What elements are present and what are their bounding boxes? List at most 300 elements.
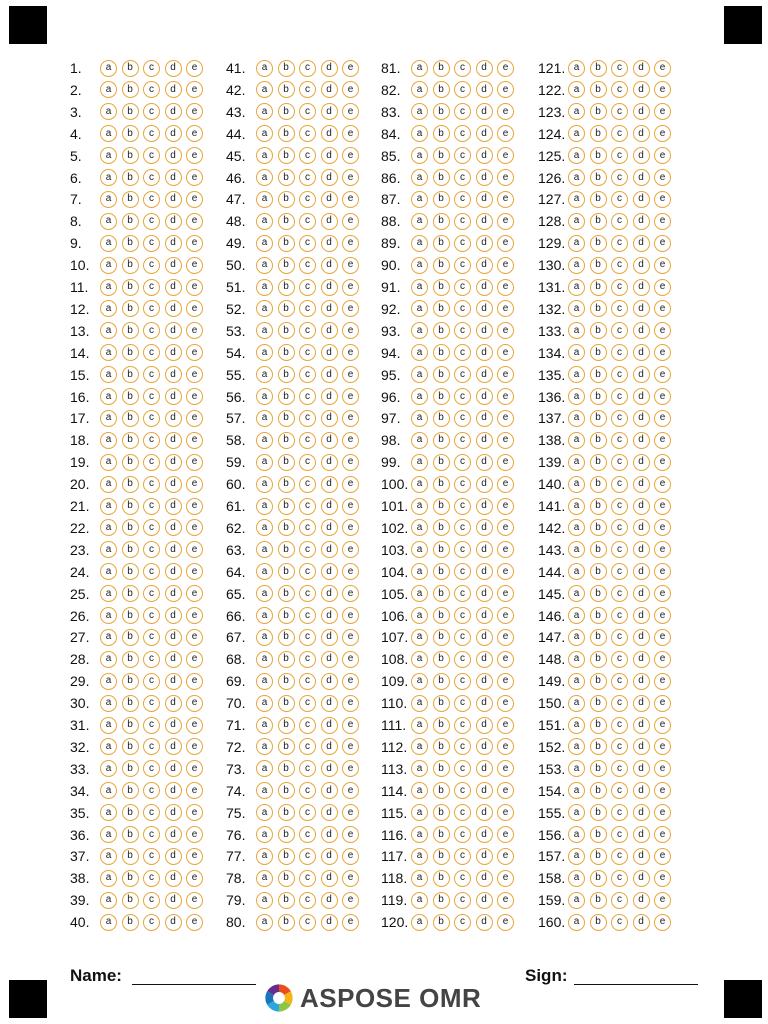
answer-bubble-e[interactable]: e	[497, 322, 514, 339]
answer-bubble-b[interactable]: b	[278, 476, 295, 493]
answer-bubble-e[interactable]: e	[186, 519, 203, 536]
answer-bubble-b[interactable]: b	[590, 125, 607, 142]
answer-bubble-d[interactable]: d	[165, 388, 182, 405]
answer-bubble-d[interactable]: d	[633, 169, 650, 186]
answer-bubble-e[interactable]: e	[342, 760, 359, 777]
answer-bubble-e[interactable]: e	[186, 432, 203, 449]
answer-bubble-c[interactable]: c	[143, 235, 160, 252]
answer-bubble-a[interactable]: a	[568, 410, 585, 427]
answer-bubble-b[interactable]: b	[433, 169, 450, 186]
answer-bubble-a[interactable]: a	[256, 125, 273, 142]
answer-bubble-c[interactable]: c	[454, 914, 471, 931]
answer-bubble-c[interactable]: c	[454, 60, 471, 77]
answer-bubble-a[interactable]: a	[100, 235, 117, 252]
answer-bubble-e[interactable]: e	[654, 563, 671, 580]
answer-bubble-b[interactable]: b	[590, 498, 607, 515]
answer-bubble-c[interactable]: c	[611, 870, 628, 887]
answer-bubble-e[interactable]: e	[186, 125, 203, 142]
answer-bubble-d[interactable]: d	[165, 235, 182, 252]
answer-bubble-b[interactable]: b	[433, 366, 450, 383]
answer-bubble-e[interactable]: e	[497, 607, 514, 624]
answer-bubble-d[interactable]: d	[321, 60, 338, 77]
answer-bubble-b[interactable]: b	[433, 191, 450, 208]
answer-bubble-c[interactable]: c	[299, 585, 316, 602]
answer-bubble-a[interactable]: a	[411, 125, 428, 142]
answer-bubble-b[interactable]: b	[433, 388, 450, 405]
answer-bubble-e[interactable]: e	[342, 213, 359, 230]
answer-bubble-b[interactable]: b	[122, 454, 139, 471]
answer-bubble-b[interactable]: b	[278, 366, 295, 383]
answer-bubble-a[interactable]: a	[411, 541, 428, 558]
answer-bubble-c[interactable]: c	[611, 892, 628, 909]
answer-bubble-e[interactable]: e	[497, 585, 514, 602]
answer-bubble-b[interactable]: b	[590, 541, 607, 558]
answer-bubble-a[interactable]: a	[256, 169, 273, 186]
answer-bubble-a[interactable]: a	[411, 410, 428, 427]
answer-bubble-c[interactable]: c	[454, 235, 471, 252]
answer-bubble-c[interactable]: c	[299, 607, 316, 624]
answer-bubble-d[interactable]: d	[633, 717, 650, 734]
answer-bubble-a[interactable]: a	[411, 60, 428, 77]
answer-bubble-c[interactable]: c	[143, 366, 160, 383]
answer-bubble-e[interactable]: e	[654, 169, 671, 186]
answer-bubble-b[interactable]: b	[122, 432, 139, 449]
answer-bubble-b[interactable]: b	[122, 519, 139, 536]
answer-bubble-c[interactable]: c	[143, 257, 160, 274]
answer-bubble-c[interactable]: c	[454, 344, 471, 361]
answer-bubble-a[interactable]: a	[411, 169, 428, 186]
answer-bubble-c[interactable]: c	[299, 695, 316, 712]
answer-bubble-e[interactable]: e	[497, 257, 514, 274]
answer-bubble-d[interactable]: d	[633, 607, 650, 624]
answer-bubble-b[interactable]: b	[433, 563, 450, 580]
answer-bubble-e[interactable]: e	[342, 585, 359, 602]
answer-bubble-a[interactable]: a	[256, 519, 273, 536]
answer-bubble-d[interactable]: d	[321, 541, 338, 558]
answer-bubble-c[interactable]: c	[299, 629, 316, 646]
answer-bubble-b[interactable]: b	[278, 454, 295, 471]
answer-bubble-a[interactable]: a	[411, 366, 428, 383]
answer-bubble-b[interactable]: b	[278, 257, 295, 274]
answer-bubble-d[interactable]: d	[321, 717, 338, 734]
answer-bubble-b[interactable]: b	[278, 651, 295, 668]
answer-bubble-a[interactable]: a	[256, 388, 273, 405]
answer-bubble-b[interactable]: b	[278, 585, 295, 602]
answer-bubble-a[interactable]: a	[100, 169, 117, 186]
answer-bubble-d[interactable]: d	[321, 585, 338, 602]
answer-bubble-e[interactable]: e	[186, 607, 203, 624]
answer-bubble-d[interactable]: d	[633, 344, 650, 361]
answer-bubble-b[interactable]: b	[433, 914, 450, 931]
answer-bubble-b[interactable]: b	[590, 717, 607, 734]
answer-bubble-d[interactable]: d	[321, 760, 338, 777]
answer-bubble-e[interactable]: e	[497, 651, 514, 668]
answer-bubble-a[interactable]: a	[411, 454, 428, 471]
answer-bubble-e[interactable]: e	[497, 388, 514, 405]
answer-bubble-a[interactable]: a	[100, 738, 117, 755]
answer-bubble-b[interactable]: b	[122, 388, 139, 405]
answer-bubble-b[interactable]: b	[278, 125, 295, 142]
answer-bubble-a[interactable]: a	[568, 519, 585, 536]
answer-bubble-b[interactable]: b	[433, 454, 450, 471]
answer-bubble-c[interactable]: c	[611, 782, 628, 799]
answer-bubble-b[interactable]: b	[122, 81, 139, 98]
answer-bubble-a[interactable]: a	[100, 344, 117, 361]
answer-bubble-a[interactable]: a	[256, 498, 273, 515]
answer-bubble-a[interactable]: a	[411, 695, 428, 712]
answer-bubble-e[interactable]: e	[342, 541, 359, 558]
answer-bubble-a[interactable]: a	[256, 914, 273, 931]
answer-bubble-c[interactable]: c	[454, 432, 471, 449]
answer-bubble-e[interactable]: e	[497, 848, 514, 865]
answer-bubble-e[interactable]: e	[342, 519, 359, 536]
answer-bubble-e[interactable]: e	[654, 738, 671, 755]
answer-bubble-b[interactable]: b	[590, 804, 607, 821]
answer-bubble-c[interactable]: c	[454, 717, 471, 734]
answer-bubble-a[interactable]: a	[568, 585, 585, 602]
answer-bubble-c[interactable]: c	[299, 279, 316, 296]
answer-bubble-d[interactable]: d	[321, 870, 338, 887]
answer-bubble-e[interactable]: e	[342, 191, 359, 208]
answer-bubble-c[interactable]: c	[611, 563, 628, 580]
answer-bubble-e[interactable]: e	[186, 388, 203, 405]
sign-field-line[interactable]	[574, 984, 698, 985]
answer-bubble-e[interactable]: e	[497, 279, 514, 296]
answer-bubble-b[interactable]: b	[122, 914, 139, 931]
answer-bubble-c[interactable]: c	[143, 717, 160, 734]
answer-bubble-b[interactable]: b	[278, 738, 295, 755]
answer-bubble-e[interactable]: e	[186, 322, 203, 339]
answer-bubble-d[interactable]: d	[633, 914, 650, 931]
answer-bubble-d[interactable]: d	[321, 257, 338, 274]
answer-bubble-d[interactable]: d	[165, 914, 182, 931]
answer-bubble-d[interactable]: d	[321, 147, 338, 164]
answer-bubble-a[interactable]: a	[568, 782, 585, 799]
answer-bubble-d[interactable]: d	[476, 432, 493, 449]
answer-bubble-b[interactable]: b	[433, 147, 450, 164]
answer-bubble-e[interactable]: e	[186, 191, 203, 208]
answer-bubble-e[interactable]: e	[654, 476, 671, 493]
answer-bubble-b[interactable]: b	[590, 60, 607, 77]
answer-bubble-e[interactable]: e	[342, 300, 359, 317]
answer-bubble-e[interactable]: e	[186, 279, 203, 296]
answer-bubble-c[interactable]: c	[611, 607, 628, 624]
answer-bubble-a[interactable]: a	[100, 366, 117, 383]
answer-bubble-a[interactable]: a	[411, 388, 428, 405]
answer-bubble-d[interactable]: d	[633, 826, 650, 843]
answer-bubble-a[interactable]: a	[256, 870, 273, 887]
answer-bubble-b[interactable]: b	[590, 651, 607, 668]
answer-bubble-c[interactable]: c	[143, 213, 160, 230]
answer-bubble-c[interactable]: c	[299, 760, 316, 777]
answer-bubble-e[interactable]: e	[342, 717, 359, 734]
answer-bubble-c[interactable]: c	[454, 498, 471, 515]
answer-bubble-a[interactable]: a	[256, 563, 273, 580]
answer-bubble-c[interactable]: c	[454, 870, 471, 887]
answer-bubble-b[interactable]: b	[590, 760, 607, 777]
answer-bubble-b[interactable]: b	[590, 388, 607, 405]
answer-bubble-e[interactable]: e	[497, 191, 514, 208]
answer-bubble-e[interactable]: e	[497, 213, 514, 230]
answer-bubble-c[interactable]: c	[143, 454, 160, 471]
answer-bubble-e[interactable]: e	[186, 695, 203, 712]
answer-bubble-d[interactable]: d	[476, 322, 493, 339]
answer-bubble-a[interactable]: a	[411, 629, 428, 646]
answer-bubble-c[interactable]: c	[611, 454, 628, 471]
answer-bubble-a[interactable]: a	[411, 279, 428, 296]
answer-bubble-c[interactable]: c	[611, 344, 628, 361]
answer-bubble-b[interactable]: b	[433, 432, 450, 449]
answer-bubble-a[interactable]: a	[568, 454, 585, 471]
answer-bubble-c[interactable]: c	[143, 344, 160, 361]
answer-bubble-c[interactable]: c	[454, 410, 471, 427]
answer-bubble-c[interactable]: c	[611, 848, 628, 865]
answer-bubble-d[interactable]: d	[476, 388, 493, 405]
answer-bubble-c[interactable]: c	[454, 147, 471, 164]
answer-bubble-d[interactable]: d	[476, 607, 493, 624]
answer-bubble-d[interactable]: d	[633, 191, 650, 208]
answer-bubble-b[interactable]: b	[122, 826, 139, 843]
answer-bubble-d[interactable]: d	[476, 629, 493, 646]
answer-bubble-b[interactable]: b	[122, 125, 139, 142]
answer-bubble-d[interactable]: d	[476, 147, 493, 164]
answer-bubble-b[interactable]: b	[278, 388, 295, 405]
answer-bubble-d[interactable]: d	[633, 388, 650, 405]
answer-bubble-b[interactable]: b	[590, 103, 607, 120]
answer-bubble-c[interactable]: c	[299, 717, 316, 734]
answer-bubble-c[interactable]: c	[299, 213, 316, 230]
answer-bubble-a[interactable]: a	[256, 103, 273, 120]
answer-bubble-a[interactable]: a	[256, 476, 273, 493]
answer-bubble-d[interactable]: d	[321, 169, 338, 186]
answer-bubble-b[interactable]: b	[433, 235, 450, 252]
answer-bubble-e[interactable]: e	[186, 760, 203, 777]
answer-bubble-a[interactable]: a	[256, 760, 273, 777]
answer-bubble-c[interactable]: c	[299, 563, 316, 580]
answer-bubble-c[interactable]: c	[143, 322, 160, 339]
answer-bubble-e[interactable]: e	[654, 432, 671, 449]
answer-bubble-e[interactable]: e	[497, 498, 514, 515]
answer-bubble-c[interactable]: c	[299, 235, 316, 252]
answer-bubble-d[interactable]: d	[165, 585, 182, 602]
answer-bubble-e[interactable]: e	[342, 738, 359, 755]
answer-bubble-e[interactable]: e	[342, 498, 359, 515]
answer-bubble-e[interactable]: e	[654, 103, 671, 120]
answer-bubble-a[interactable]: a	[411, 848, 428, 865]
answer-bubble-a[interactable]: a	[411, 235, 428, 252]
answer-bubble-a[interactable]: a	[100, 760, 117, 777]
answer-bubble-e[interactable]: e	[342, 826, 359, 843]
answer-bubble-c[interactable]: c	[299, 81, 316, 98]
answer-bubble-c[interactable]: c	[299, 782, 316, 799]
answer-bubble-e[interactable]: e	[654, 498, 671, 515]
answer-bubble-d[interactable]: d	[633, 651, 650, 668]
answer-bubble-e[interactable]: e	[497, 366, 514, 383]
answer-bubble-d[interactable]: d	[476, 519, 493, 536]
answer-bubble-e[interactable]: e	[186, 476, 203, 493]
answer-bubble-a[interactable]: a	[100, 541, 117, 558]
answer-bubble-b[interactable]: b	[278, 191, 295, 208]
answer-bubble-a[interactable]: a	[568, 322, 585, 339]
answer-bubble-b[interactable]: b	[433, 81, 450, 98]
answer-bubble-e[interactable]: e	[342, 125, 359, 142]
answer-bubble-a[interactable]: a	[256, 826, 273, 843]
answer-bubble-d[interactable]: d	[633, 738, 650, 755]
answer-bubble-c[interactable]: c	[143, 760, 160, 777]
answer-bubble-a[interactable]: a	[568, 213, 585, 230]
answer-bubble-c[interactable]: c	[299, 848, 316, 865]
answer-bubble-c[interactable]: c	[143, 914, 160, 931]
answer-bubble-c[interactable]: c	[611, 498, 628, 515]
answer-bubble-d[interactable]: d	[165, 717, 182, 734]
answer-bubble-e[interactable]: e	[342, 257, 359, 274]
answer-bubble-d[interactable]: d	[321, 738, 338, 755]
answer-bubble-c[interactable]: c	[454, 738, 471, 755]
answer-bubble-a[interactable]: a	[100, 498, 117, 515]
answer-bubble-d[interactable]: d	[321, 563, 338, 580]
answer-bubble-e[interactable]: e	[654, 826, 671, 843]
answer-bubble-d[interactable]: d	[633, 235, 650, 252]
answer-bubble-e[interactable]: e	[654, 235, 671, 252]
answer-bubble-b[interactable]: b	[590, 300, 607, 317]
answer-bubble-d[interactable]: d	[165, 826, 182, 843]
answer-bubble-a[interactable]: a	[568, 629, 585, 646]
answer-bubble-b[interactable]: b	[433, 498, 450, 515]
answer-bubble-a[interactable]: a	[256, 717, 273, 734]
answer-bubble-e[interactable]: e	[654, 541, 671, 558]
answer-bubble-e[interactable]: e	[342, 782, 359, 799]
answer-bubble-d[interactable]: d	[476, 870, 493, 887]
answer-bubble-b[interactable]: b	[433, 870, 450, 887]
answer-bubble-b[interactable]: b	[122, 673, 139, 690]
answer-bubble-d[interactable]: d	[165, 432, 182, 449]
answer-bubble-c[interactable]: c	[143, 738, 160, 755]
answer-bubble-a[interactable]: a	[568, 673, 585, 690]
answer-bubble-d[interactable]: d	[633, 257, 650, 274]
answer-bubble-d[interactable]: d	[321, 191, 338, 208]
answer-bubble-e[interactable]: e	[654, 848, 671, 865]
answer-bubble-e[interactable]: e	[654, 760, 671, 777]
answer-bubble-e[interactable]: e	[497, 541, 514, 558]
answer-bubble-e[interactable]: e	[497, 103, 514, 120]
answer-bubble-c[interactable]: c	[611, 651, 628, 668]
answer-bubble-d[interactable]: d	[633, 279, 650, 296]
answer-bubble-a[interactable]: a	[256, 629, 273, 646]
answer-bubble-c[interactable]: c	[454, 563, 471, 580]
answer-bubble-e[interactable]: e	[497, 147, 514, 164]
answer-bubble-d[interactable]: d	[321, 388, 338, 405]
answer-bubble-c[interactable]: c	[454, 651, 471, 668]
answer-bubble-d[interactable]: d	[476, 651, 493, 668]
answer-bubble-b[interactable]: b	[590, 432, 607, 449]
answer-bubble-c[interactable]: c	[299, 826, 316, 843]
answer-bubble-a[interactable]: a	[411, 344, 428, 361]
answer-bubble-d[interactable]: d	[476, 695, 493, 712]
answer-bubble-a[interactable]: a	[100, 300, 117, 317]
answer-bubble-e[interactable]: e	[342, 388, 359, 405]
answer-bubble-c[interactable]: c	[454, 388, 471, 405]
answer-bubble-e[interactable]: e	[497, 892, 514, 909]
answer-bubble-e[interactable]: e	[186, 498, 203, 515]
answer-bubble-b[interactable]: b	[590, 738, 607, 755]
answer-bubble-d[interactable]: d	[633, 519, 650, 536]
answer-bubble-b[interactable]: b	[433, 826, 450, 843]
answer-bubble-b[interactable]: b	[278, 673, 295, 690]
answer-bubble-e[interactable]: e	[654, 344, 671, 361]
answer-bubble-c[interactable]: c	[454, 541, 471, 558]
answer-bubble-c[interactable]: c	[454, 892, 471, 909]
answer-bubble-d[interactable]: d	[633, 892, 650, 909]
answer-bubble-b[interactable]: b	[433, 738, 450, 755]
answer-bubble-c[interactable]: c	[454, 257, 471, 274]
answer-bubble-c[interactable]: c	[143, 585, 160, 602]
answer-bubble-b[interactable]: b	[590, 344, 607, 361]
answer-bubble-e[interactable]: e	[186, 651, 203, 668]
answer-bubble-a[interactable]: a	[411, 476, 428, 493]
answer-bubble-d[interactable]: d	[165, 563, 182, 580]
answer-bubble-a[interactable]: a	[568, 344, 585, 361]
answer-bubble-b[interactable]: b	[278, 300, 295, 317]
answer-bubble-e[interactable]: e	[342, 629, 359, 646]
answer-bubble-b[interactable]: b	[122, 892, 139, 909]
answer-bubble-e[interactable]: e	[342, 432, 359, 449]
answer-bubble-b[interactable]: b	[278, 147, 295, 164]
answer-bubble-d[interactable]: d	[321, 914, 338, 931]
answer-bubble-c[interactable]: c	[143, 81, 160, 98]
answer-bubble-b[interactable]: b	[122, 300, 139, 317]
answer-bubble-d[interactable]: d	[165, 410, 182, 427]
answer-bubble-e[interactable]: e	[186, 60, 203, 77]
answer-bubble-e[interactable]: e	[654, 695, 671, 712]
answer-bubble-b[interactable]: b	[278, 607, 295, 624]
answer-bubble-a[interactable]: a	[568, 235, 585, 252]
answer-bubble-c[interactable]: c	[611, 300, 628, 317]
answer-bubble-a[interactable]: a	[568, 366, 585, 383]
answer-bubble-d[interactable]: d	[321, 125, 338, 142]
answer-bubble-a[interactable]: a	[256, 191, 273, 208]
answer-bubble-b[interactable]: b	[590, 410, 607, 427]
answer-bubble-e[interactable]: e	[497, 235, 514, 252]
answer-bubble-e[interactable]: e	[654, 673, 671, 690]
answer-bubble-a[interactable]: a	[100, 804, 117, 821]
answer-bubble-a[interactable]: a	[411, 213, 428, 230]
answer-bubble-b[interactable]: b	[278, 848, 295, 865]
answer-bubble-c[interactable]: c	[143, 388, 160, 405]
answer-bubble-a[interactable]: a	[411, 191, 428, 208]
answer-bubble-a[interactable]: a	[100, 782, 117, 799]
answer-bubble-e[interactable]: e	[497, 432, 514, 449]
answer-bubble-c[interactable]: c	[143, 826, 160, 843]
answer-bubble-c[interactable]: c	[611, 169, 628, 186]
answer-bubble-a[interactable]: a	[100, 607, 117, 624]
answer-bubble-c[interactable]: c	[611, 60, 628, 77]
answer-bubble-b[interactable]: b	[590, 826, 607, 843]
answer-bubble-e[interactable]: e	[342, 695, 359, 712]
answer-bubble-c[interactable]: c	[454, 760, 471, 777]
answer-bubble-c[interactable]: c	[299, 366, 316, 383]
answer-bubble-c[interactable]: c	[611, 191, 628, 208]
answer-bubble-b[interactable]: b	[433, 300, 450, 317]
answer-bubble-d[interactable]: d	[165, 629, 182, 646]
answer-bubble-e[interactable]: e	[186, 257, 203, 274]
answer-bubble-e[interactable]: e	[186, 673, 203, 690]
answer-bubble-b[interactable]: b	[278, 541, 295, 558]
answer-bubble-c[interactable]: c	[611, 760, 628, 777]
answer-bubble-e[interactable]: e	[654, 300, 671, 317]
answer-bubble-d[interactable]: d	[476, 235, 493, 252]
answer-bubble-a[interactable]: a	[568, 125, 585, 142]
answer-bubble-a[interactable]: a	[568, 826, 585, 843]
